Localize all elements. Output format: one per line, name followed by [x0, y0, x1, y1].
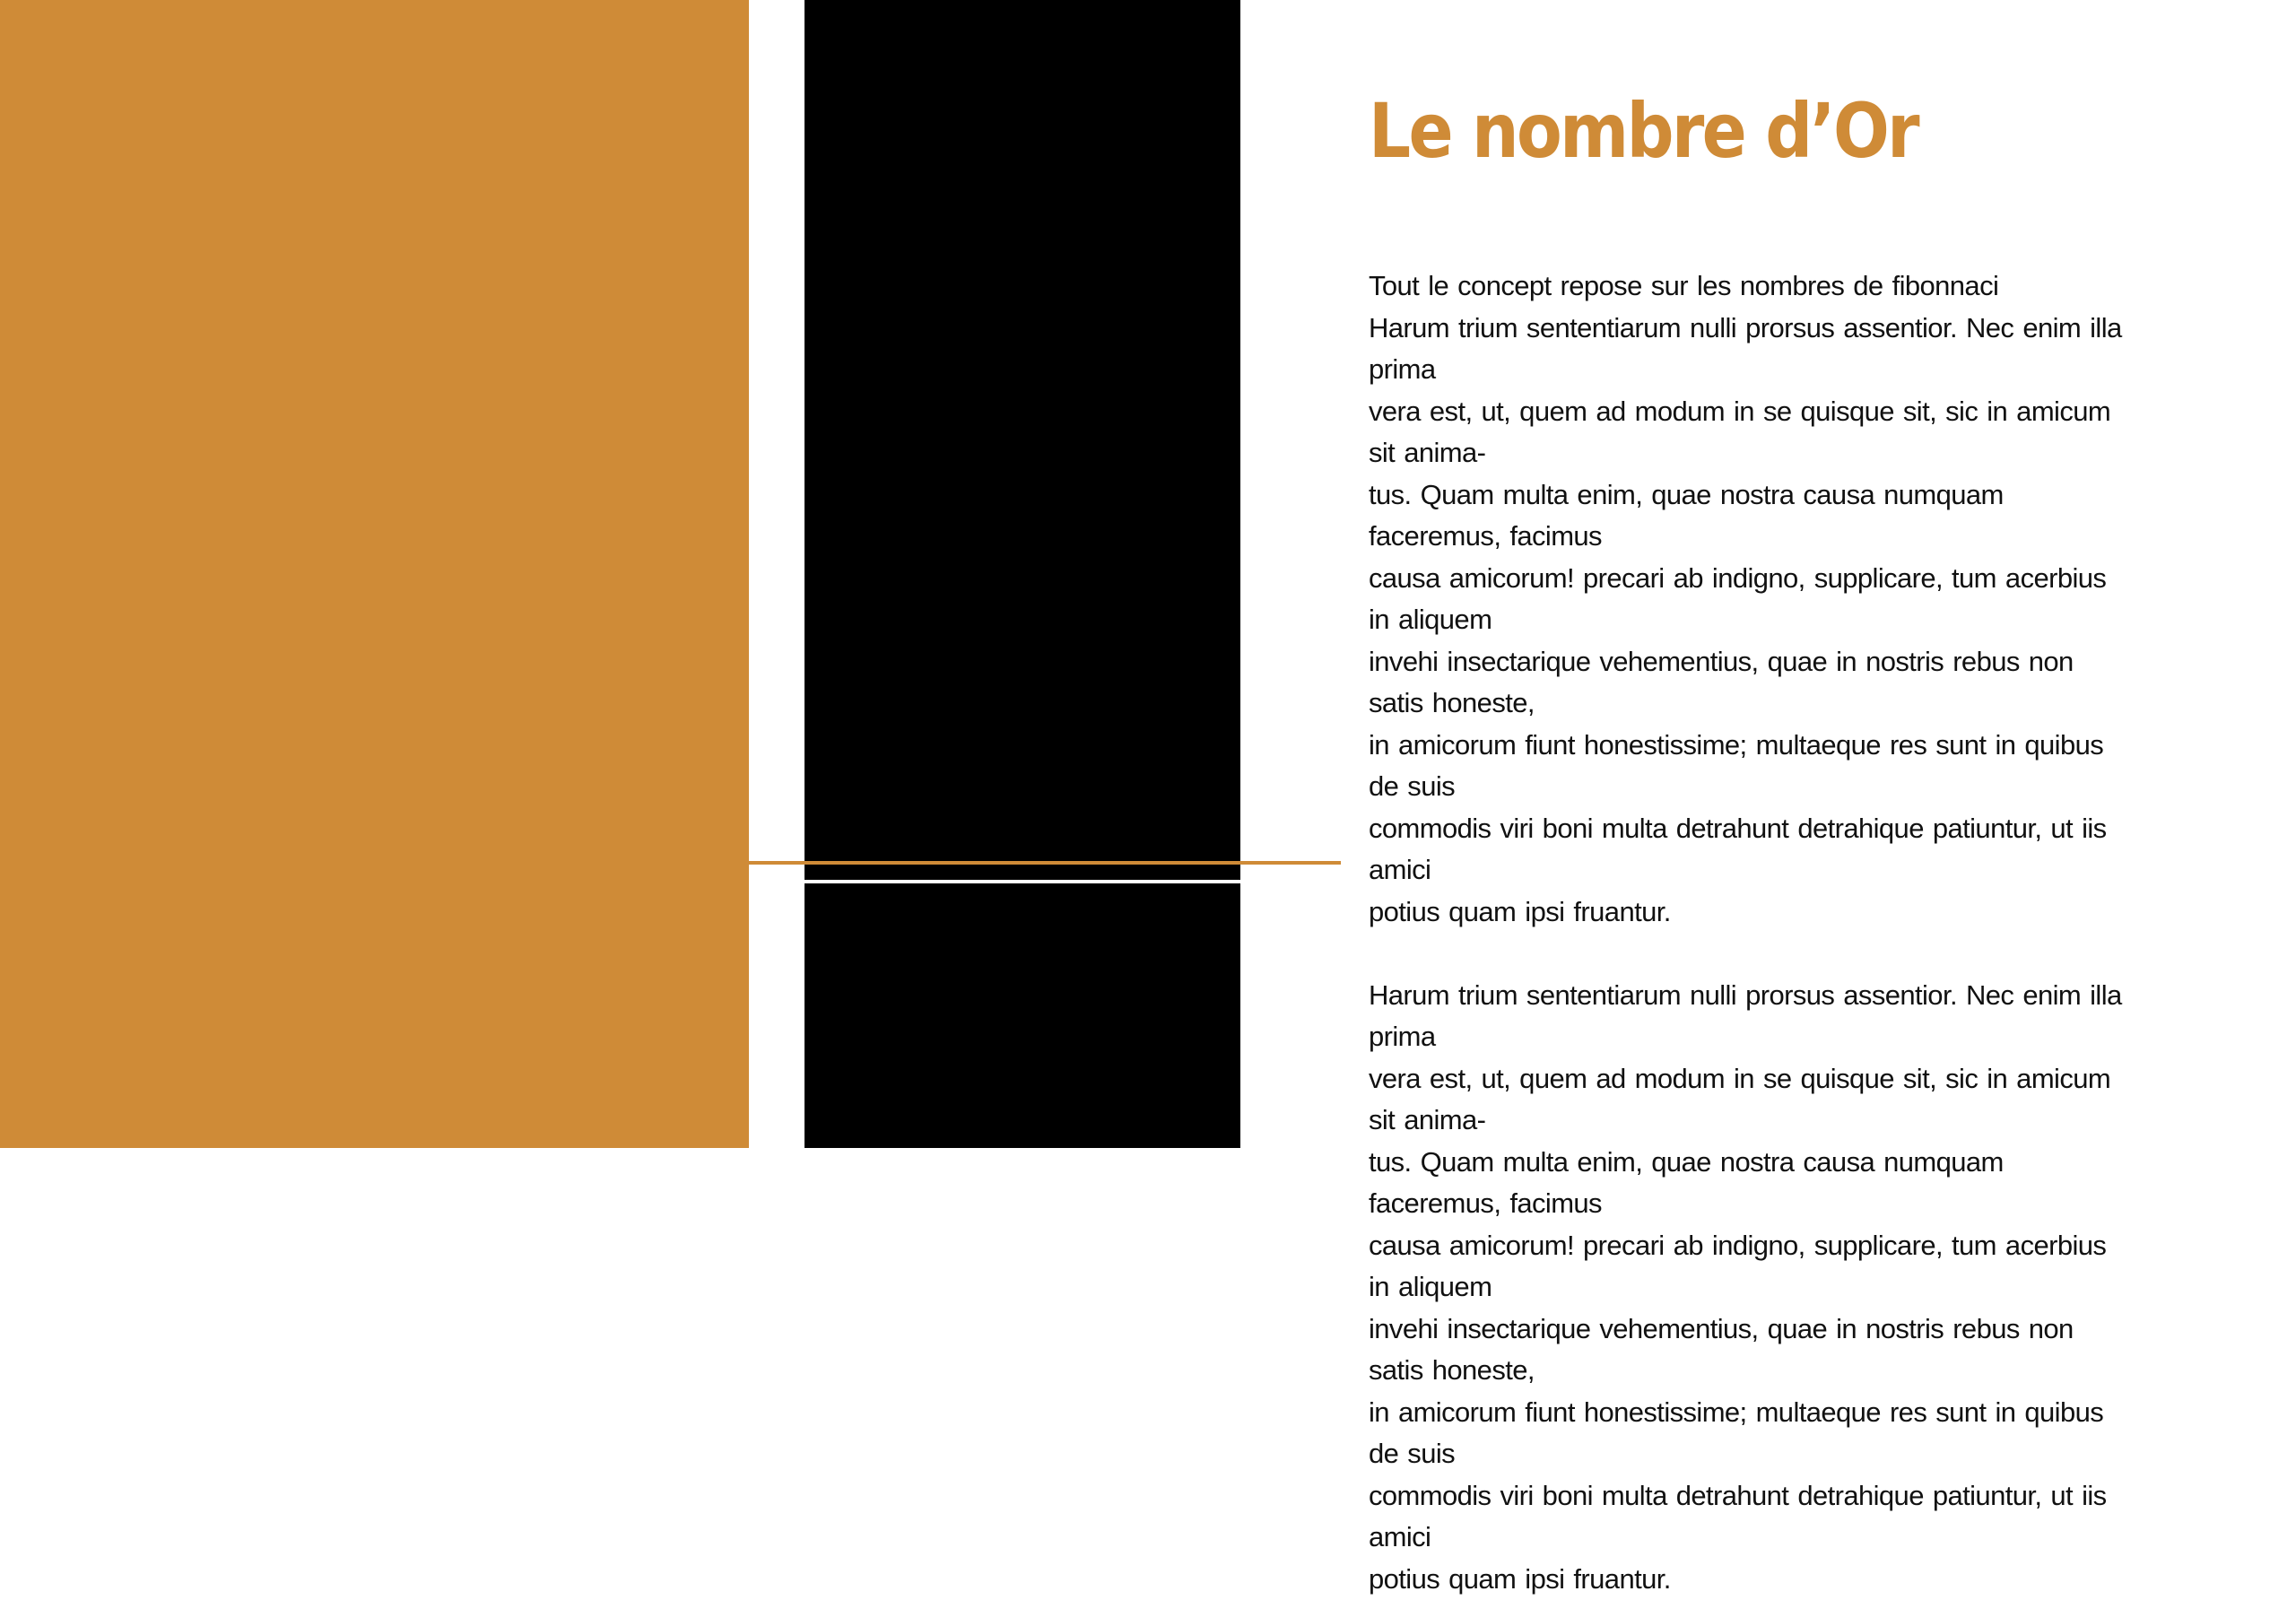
paragraph-spacer — [1369, 933, 2135, 975]
page-title: Le nombre d’Or — [1369, 90, 1918, 172]
gold-color-block — [0, 0, 749, 1148]
black-column-lower — [804, 883, 1240, 1148]
paragraph-1: Harum trium sententiarum nulli prorsus assentior. Nec enim illa prima vera est, ut, quem ad modum in se quisque sit, sic in amicum sit anima- tus. Quam multa enim, quae nostra causa numquam faceremus, facimus causa amicorum! precari ab indigno, supplicare, tum acerbius in aliquem invehi insectarique vehementius, quae in nostris rebus non satis honeste, in amicorum fiunt honestissime; multaeque res sunt in quibus de suis commodis viri boni multa detrahunt detrahique patiuntur, ut iis amici potius quam ipsi fruantur. — [1369, 308, 2135, 934]
paragraph-2: Harum trium sententiarum nulli prorsus assentior. Nec enim illa prima vera est, ut, quem ad modum in se quisque sit, sic in amicum sit anima- tus. Quam multa enim, quae nostra causa numquam faceremus, facimus causa amicorum! precari ab indigno, supplicare, tum acerbius in aliquem invehi insectarique vehementius, quae in nostris rebus non satis honeste, in amicorum fiunt honestissime; multaeque res sunt in quibus de suis commodis viri boni multa detrahunt detrahique patiuntur, ut iis amici potius quam ipsi fruantur. — [1369, 975, 2135, 1600]
gold-horizontal-rule — [749, 861, 1341, 865]
body-text — [1369, 265, 2135, 1600]
intro-line: Tout le concept repose sur les nombres de fibonnaci — [1369, 265, 2135, 308]
black-column-upper — [804, 0, 1240, 880]
